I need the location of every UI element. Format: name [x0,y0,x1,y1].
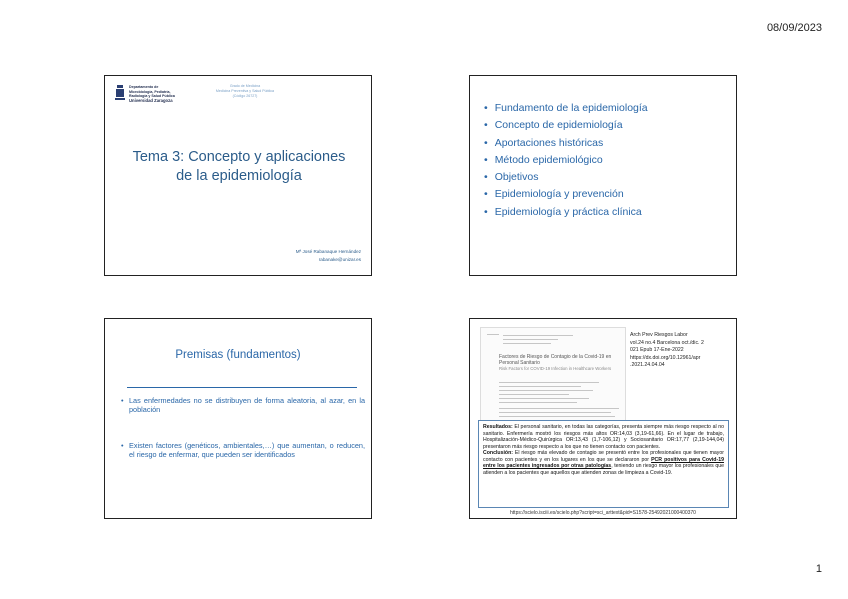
outline-item: • Epidemiología y práctica clínica [484,204,648,221]
divider-line [127,387,357,388]
title-line: Tema 3: Concepto y aplicaciones [132,149,346,165]
logo-line: Universidad Zaragoza [129,97,173,103]
page-date: 08/09/2023 [766,22,822,34]
outline-item: • Epidemiología y prevención [484,186,648,203]
ref-line: vol.24 no.4 Barcelona oct./dic. 2 [630,339,704,346]
conclusion-text: El riesgo más elevado de contagio se presentó entre los profesionales que tienen mayor contacto con pacientes y en los lugares en los que se declararon por [483,450,724,463]
outline-list [484,100,648,221]
school-line: Medicina Preventiva y Salud Pública [215,89,275,93]
slide-heading: Premisas (fundamentos) [175,349,301,361]
ref-line: https://dx.doi.org/10.12961/apr [630,354,701,361]
slide-title [104,75,372,276]
logo-line: Radiología y Salud Pública [129,94,175,99]
article-reference [630,332,730,370]
school-info [200,84,290,99]
ref-line: Arch Prev Riesgos Labor [630,332,688,338]
outline-item: • Concepto de epidemiología [484,117,648,134]
author-email: rabanake@unizar.es [318,257,361,262]
results-label: Resultados: [483,424,513,430]
author-block [296,248,361,264]
slide-outline [469,75,737,276]
page-number: 1 [815,563,822,575]
university-logo [115,85,175,103]
slide-main-title [115,148,363,186]
outline-item: • Fundamento de la epidemiología [484,100,648,117]
shield-icon [115,85,125,101]
results-box [478,420,729,508]
outline-item: • Método epidemiológico [484,152,648,169]
conclusion-highlight: PCR positivos para Covid-19 entre los pacientes ingresados por otras patologías [483,456,724,470]
slide-premises [104,318,372,519]
school-line: (Código 26727) [232,94,258,98]
results-text: El personal sanitario, en todas las categorías, presenta siempre más riesgo respecto al no sanitario. Enfermería mostró los riesgos más altos OR:14,03 (3,19-61,66). En el lugar de trabajo, Hospitalización-Médico-Quirúrgica OR:13,43 (1,7-106,12) y Sociosanitario OR:17,77 (2,19-144,04) presentaron más riesgo respecto a los que no tienen contacto con pacientes. [483,424,724,450]
author-name: Mª José Rabanaque Hernández [295,249,361,254]
title-line: de la epidemiología [176,168,302,184]
logo-line: Departamento de [129,85,159,89]
ref-line: .2021.24.04.04 [630,362,665,369]
article-subtitle: Risk Factors for COVID-19 Infection in Healthcare Workers [499,366,612,371]
conclusion-label: Conclusión: [483,450,513,457]
school-line: Grado de Medicina [229,84,261,88]
slide-article [469,318,737,519]
article-title: Factores de Riesgo de Contagio de la Covid-19 en Personal Sanitario [499,354,612,366]
premise-item: • Las enfermedades no se distribuyen de forma aleatoria, al azar, en la población [121,396,365,414]
premise-item: • Existen factores (genéticos, ambientales,…) que aumentan, o reducen, el riesgo de enfermar, que pueden ser identificados [121,441,365,459]
conclusion-text-end: , teniendo un riesgo mayor los profesionales que atienden a los pacientes que aquellos que atienden zonas de limpieza a Covid-19. [483,463,725,476]
outline-item: • Aportaciones históricas [484,135,648,152]
logo-line: Microbiología, Pediatría, [129,89,171,94]
ref-line: 021 Epub 17-Ene-2022 [630,347,684,354]
article-url[interactable]: https://scielo.isciii.es/scielo.php?script=sci_arttext&pid=S1578-25492021000400370 [510,510,696,516]
outline-item: • Objetivos [484,169,648,186]
article-thumbnail [480,327,626,427]
